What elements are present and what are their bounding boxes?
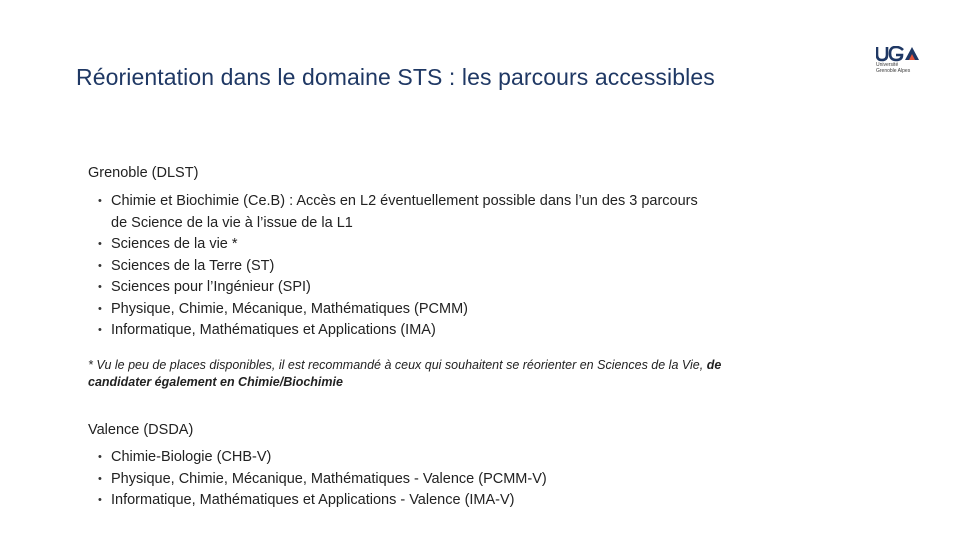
list-item: • Chimie et Biochimie (Ce.B) : Accès en L2 éventuellement possible dans l’un des 3 parcours de Science de la vie à l’issue de la L1 (98, 191, 711, 234)
grenoble-heading: Grenoble (DLST) (88, 165, 199, 181)
list-item: • Chimie-Biologie (CHB-V) (98, 447, 547, 469)
list-item: • Sciences pour l’Ingénieur (SPI) (98, 277, 711, 299)
valence-list (98, 447, 547, 512)
footnote-text: * Vu le peu de places disponibles, il est recommandé à ceux qui souhaitent se réorienter en Sciences de la Vie, (88, 358, 704, 372)
list-item: • Physique, Chimie, Mécanique, Mathématiques - Valence (PCMM-V) (98, 469, 547, 491)
uga-logo-mark-icon (876, 46, 922, 62)
uga-logo (876, 46, 922, 74)
footnote-emphasis: de candidater également en Chimie/Biochimie (88, 358, 722, 389)
slide-title: Réorientation dans le domaine STS : les parcours accessibles (76, 64, 715, 90)
list-item: • Sciences de la Terre (ST) (98, 256, 711, 278)
logo-text-line-2: Grenoble Alpes (876, 68, 911, 74)
grenoble-list (98, 191, 711, 342)
footnote (88, 357, 738, 391)
list-item: • Physique, Chimie, Mécanique, Mathématiques (PCMM) (98, 299, 711, 321)
list-item: • Informatique, Mathématiques et Applications - Valence (IMA-V) (98, 490, 547, 512)
list-item: • Informatique, Mathématiques et Applications (IMA) (98, 320, 711, 342)
logo-text-line-1: Université (876, 62, 899, 68)
valence-heading: Valence (DSDA) (88, 422, 194, 438)
list-item: • Sciences de la vie * (98, 234, 711, 256)
